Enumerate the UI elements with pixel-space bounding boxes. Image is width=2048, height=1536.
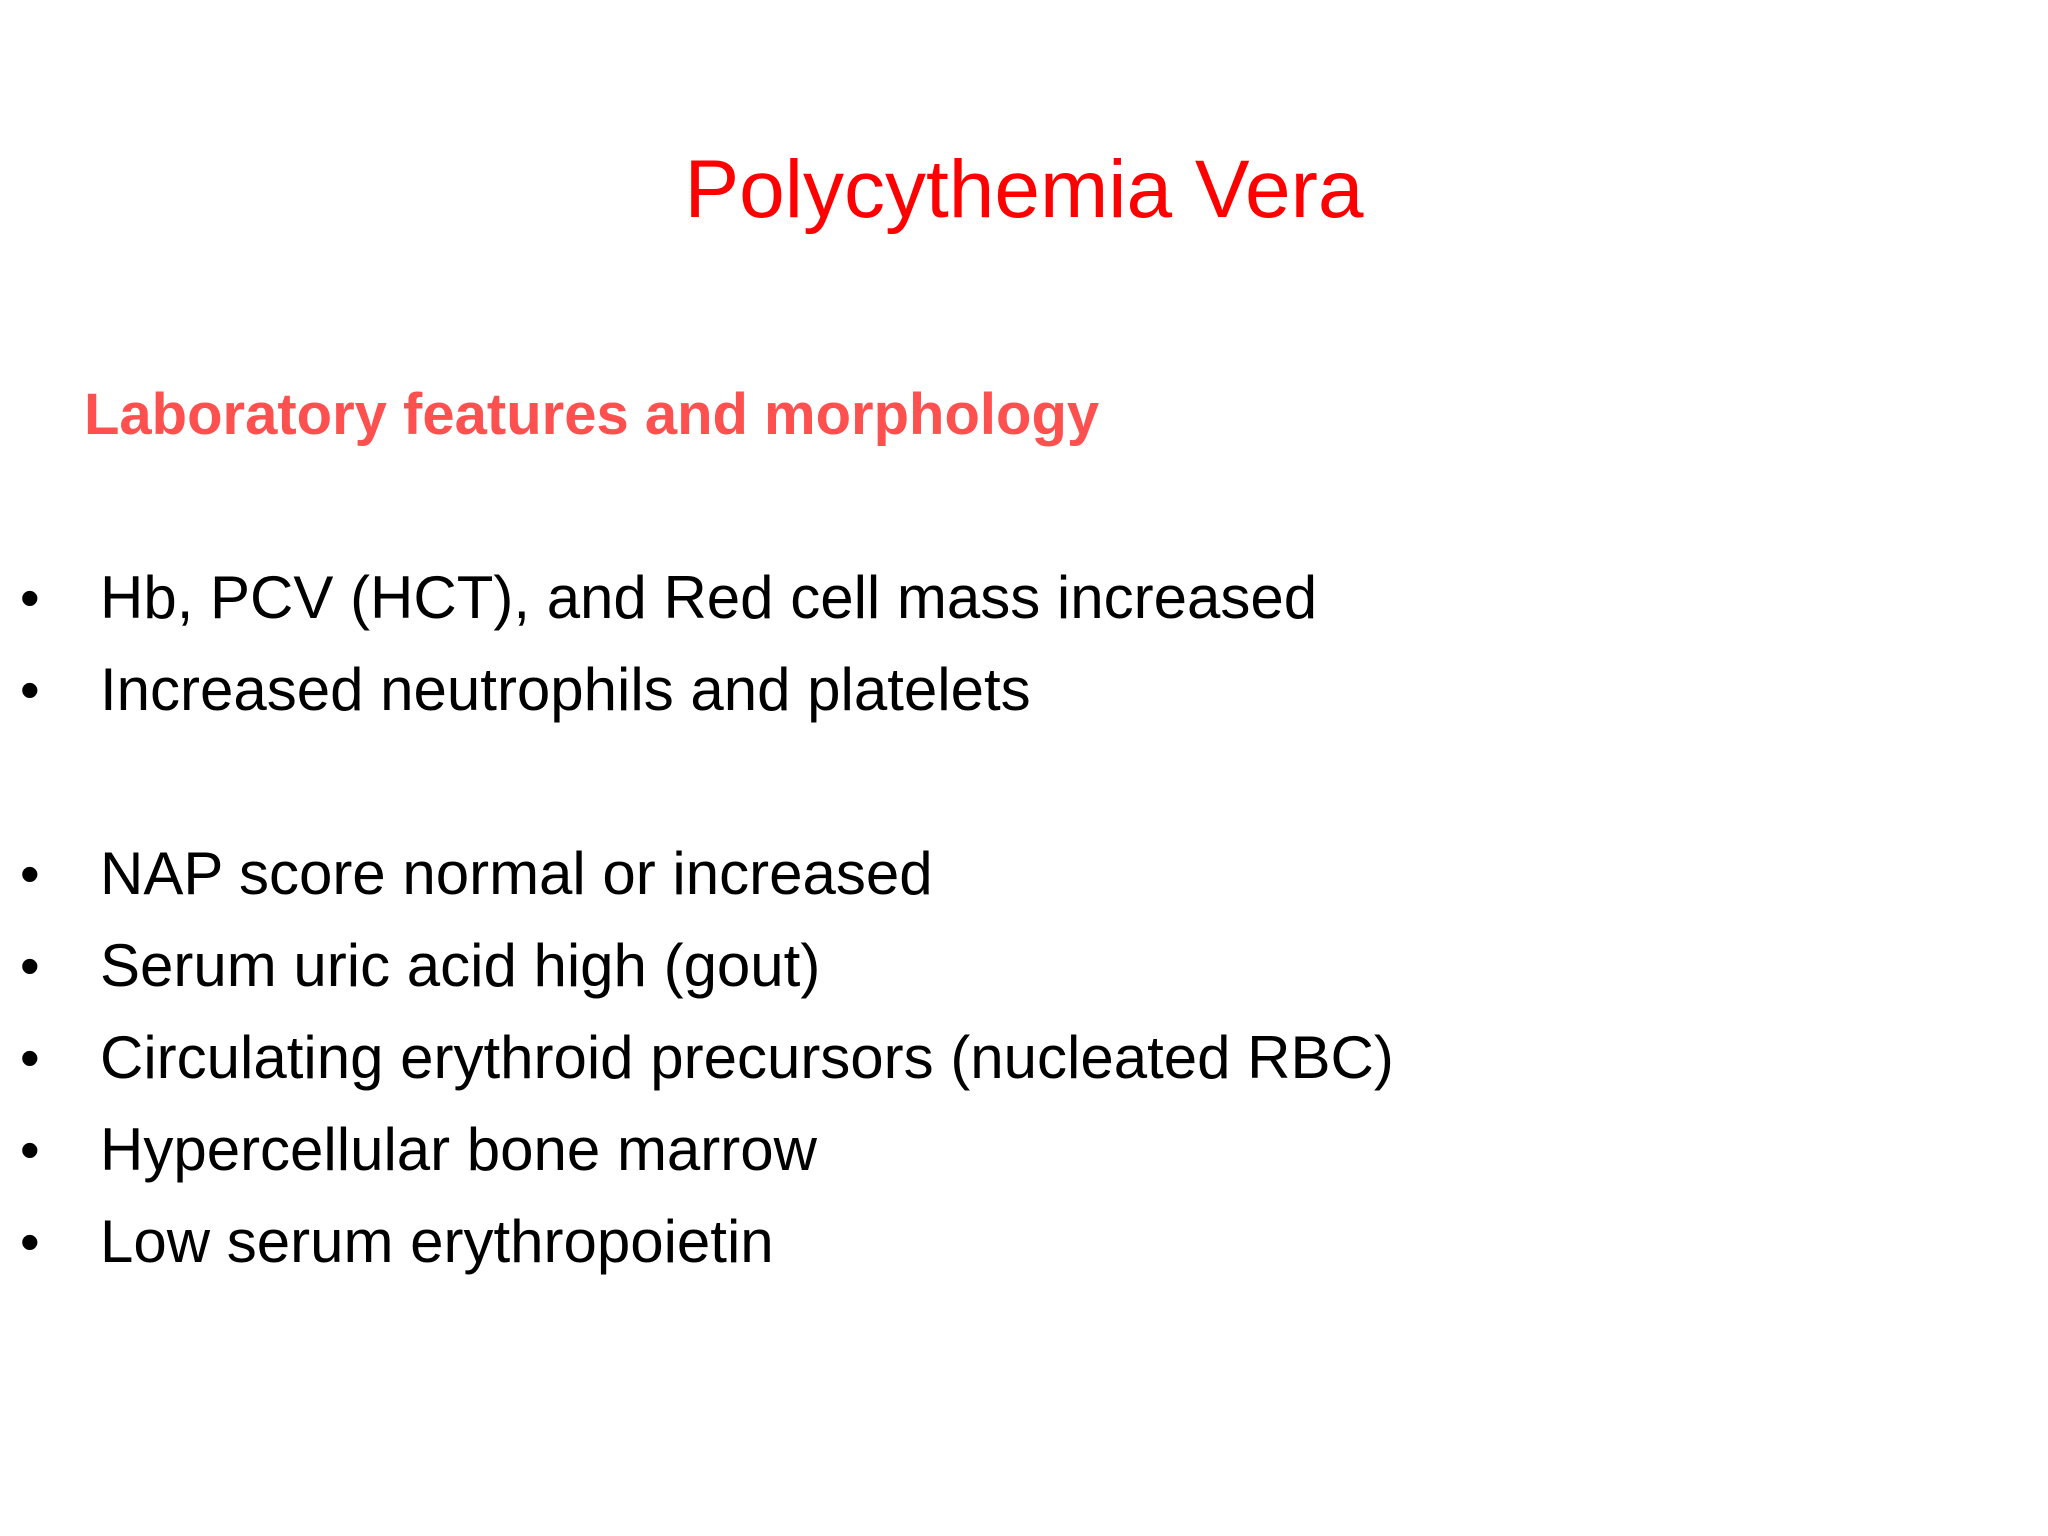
bullet-marker: • [20,566,40,629]
bullet-item [0,1196,1600,1288]
bullet-item [0,920,1600,1012]
bullet-marker: • [20,658,40,721]
bullet-text: Increased neutrophils and platelets [100,656,1031,723]
bullet-text: Hypercellular bone marrow [100,1116,817,1183]
bullet-text: NAP score normal or increased [100,840,933,907]
slide-subtitle: Laboratory features and morphology [84,382,1100,447]
bullet-marker: • [20,842,40,905]
bullet-item [0,552,1600,644]
bullet-text: Circulating erythroid precursors (nucleated RBC) [100,1024,1394,1091]
bullet-item [0,1012,1600,1104]
bullet-text: Hb, PCV (HCT), and Red cell mass increased [100,564,1318,631]
bullet-item [0,828,1600,920]
bullet-marker: • [20,1210,40,1273]
bullet-marker: • [20,1026,40,1089]
bullet-item [0,1104,1600,1196]
bullet-item [0,644,1600,736]
bullet-text: Serum uric acid high (gout) [100,932,821,999]
slide-title: Polycythemia Vera [684,144,1364,235]
bullet-marker: • [20,934,40,997]
bullet-marker: • [20,1118,40,1181]
bullet-text: Low serum erythropoietin [100,1208,774,1275]
